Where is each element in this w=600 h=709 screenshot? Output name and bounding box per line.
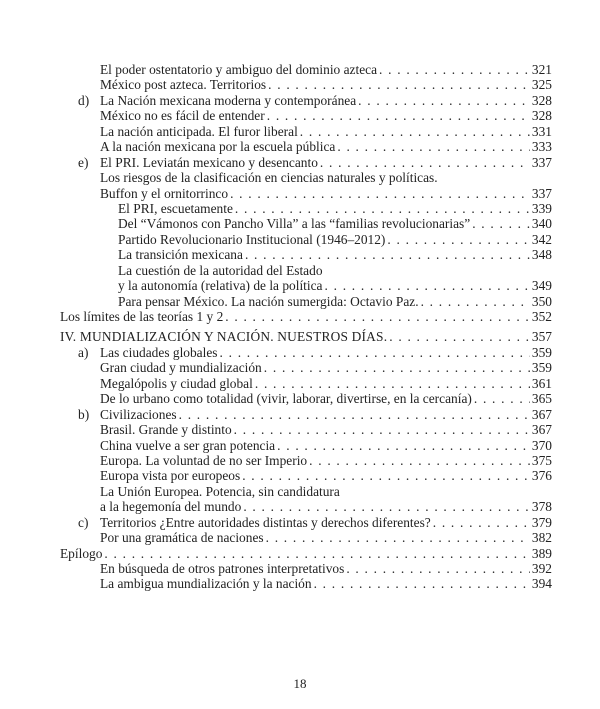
toc-chapter-entry	[60, 329, 552, 344]
toc-entry	[60, 576, 552, 591]
toc-entry-label: México post azteca. Territorios	[100, 77, 267, 93]
toc-entry-label: China vuelve a ser gran potencia	[100, 437, 276, 453]
dot-leader	[220, 345, 530, 360]
toc-entry-page: 359	[531, 360, 552, 376]
toc-entry	[60, 93, 552, 108]
toc-entry-marker: e)	[78, 154, 89, 170]
toc-entry	[60, 438, 552, 453]
toc-entry-label: El poder ostentatorio y ambiguo del dominio azteca	[100, 62, 378, 77]
toc-entry-label: Civilizaciones	[100, 406, 177, 422]
toc-entry-page: 337	[531, 185, 552, 201]
page-number: 18	[293, 676, 307, 691]
dot-leader	[242, 468, 530, 483]
toc-entry	[60, 201, 552, 216]
toc-entry-label: La Nación mexicana moderna y contemporánea	[100, 92, 357, 108]
toc-entry	[60, 530, 552, 545]
toc-entry-marker: b)	[78, 406, 90, 422]
toc-entry-page: 370	[531, 437, 552, 453]
dot-leader	[266, 530, 530, 545]
toc-entry-page: 331	[531, 123, 552, 139]
toc-entry-label: Buffon y el ornitorrinco	[100, 185, 229, 201]
toc-entry-page: 357	[531, 329, 552, 345]
toc-entry	[60, 515, 552, 530]
toc-entry-label: Europa vista por europeos	[100, 468, 241, 484]
toc-entry-label: México no es fácil de entender	[100, 108, 265, 124]
toc-entry	[60, 499, 552, 514]
toc-entry-label: Los límites de las teorías 1 y 2	[60, 309, 224, 324]
dot-leader	[234, 422, 530, 437]
dot-leader	[267, 108, 530, 123]
toc-entry-label: Las ciudades globales	[100, 344, 218, 360]
dot-leader	[314, 576, 530, 591]
dot-leader	[225, 309, 530, 324]
toc-entry-label: Para pensar México. La nación sumergida: Octavio Paz.	[118, 293, 419, 309]
toc-entry-label: a la hegemonía del mundo	[100, 499, 242, 515]
toc-entry-page: 348	[531, 247, 552, 263]
toc-entry-label: Europa. La voluntad de no ser Imperio	[100, 452, 308, 468]
toc-entry-label: Por una gramática de naciones	[100, 530, 264, 546]
dot-leader	[421, 294, 530, 309]
dot-leader	[264, 360, 530, 375]
dot-leader	[358, 93, 530, 108]
toc-entry	[60, 453, 552, 468]
toc-entry	[60, 155, 552, 170]
dot-leader	[325, 278, 530, 293]
toc-entry-label: De lo urbano como totalidad (vivir, laborar, divertirse, en la cercanía)	[100, 391, 472, 407]
toc-entry-label: y la autonomía (relativa) de la política	[118, 278, 323, 294]
toc-entry	[60, 407, 552, 422]
toc-entry-page: 382	[531, 530, 552, 546]
toc-entry-page: 394	[531, 576, 552, 592]
toc-entry	[60, 278, 552, 293]
toc-entry	[60, 108, 552, 123]
toc-entry	[60, 232, 552, 247]
dot-leader	[268, 77, 530, 92]
dot-leader	[320, 155, 530, 170]
toc-entry-page: 367	[531, 422, 552, 438]
dot-leader	[230, 186, 530, 201]
toc-entry-page: 349	[531, 278, 552, 294]
toc-entry-page: 321	[531, 62, 552, 77]
toc-entry	[60, 484, 552, 499]
toc-entry	[60, 546, 552, 561]
toc-entry	[60, 124, 552, 139]
toc-entry-label: En búsqueda de otros patrones interpretativos	[100, 561, 345, 576]
toc-entry-label: Epílogo	[60, 545, 103, 561]
dot-leader	[472, 216, 530, 231]
dot-leader	[433, 515, 530, 530]
dot-leader	[245, 247, 530, 262]
toc-entry-label: Los riesgos de la clasificación en ciencias naturales y políticas.	[100, 170, 438, 186]
toc-entry	[60, 263, 552, 278]
toc-entry-label: Territorios ¿Entre autoridades distintas y derechos diferentes?	[100, 514, 431, 530]
toc-entry-label: La ambigua mundialización y la nación	[100, 576, 312, 592]
toc-entry	[60, 345, 552, 360]
toc-entry-marker: d)	[78, 92, 90, 108]
toc-entry	[60, 247, 552, 262]
toc-entry-page: 328	[531, 108, 552, 124]
dot-leader	[255, 376, 530, 391]
toc-entry	[60, 391, 552, 406]
dot-leader	[387, 232, 530, 247]
toc-entry-page: 376	[531, 468, 552, 484]
dot-leader	[179, 407, 530, 422]
toc-entry-page: 350	[531, 293, 552, 309]
dot-leader	[474, 391, 530, 406]
dot-leader	[243, 499, 530, 514]
toc-entry-label: La nación anticipada. El furor liberal	[100, 123, 298, 139]
dot-leader	[277, 438, 530, 453]
toc-entry-page: 328	[531, 92, 552, 108]
toc-entry-page: 333	[531, 139, 552, 155]
toc-entry	[60, 216, 552, 231]
dot-leader	[379, 62, 530, 77]
toc-entry-page: 342	[531, 231, 552, 247]
toc-entry	[60, 294, 552, 309]
toc-entry	[60, 186, 552, 201]
toc-entry-page: 367	[531, 406, 552, 422]
toc-entry-label: La Unión Europea. Potencia, sin candidatura	[100, 483, 340, 499]
toc-entry-page: 389	[531, 545, 552, 561]
toc-entry-page: 361	[531, 375, 552, 391]
toc-entry-page: 392	[531, 561, 552, 576]
toc-entry-page: 339	[531, 200, 552, 216]
toc-entry-label: El PRI. Leviatán mexicano y desencanto	[100, 154, 318, 170]
toc-entry-label: Del “Vámonos con Pancho Villa” a las “familias revolucionarias”	[118, 216, 471, 232]
dot-leader	[104, 546, 530, 561]
dot-leader	[235, 201, 530, 216]
toc-entry	[60, 170, 552, 185]
toc-entry-label: La transición mexicana	[118, 247, 243, 263]
toc-entry	[60, 62, 552, 77]
toc-entry-label: Partido Revolucionario Institucional (1946–2012)	[118, 231, 386, 247]
toc-entry-page: 340	[531, 216, 552, 232]
toc-entry-marker: a)	[78, 344, 89, 360]
table-of-contents	[60, 62, 552, 592]
toc-entry-label: IV. MUNDIALIZACIÓN Y NACIÓN. NUESTROS DÍAS.	[60, 329, 388, 345]
toc-entry-label: Gran ciudad y mundialización	[100, 360, 262, 376]
toc-entry-label: La cuestión de la autoridad del Estado	[118, 262, 323, 278]
toc-entry	[60, 422, 552, 437]
toc-entry-label: Brasil. Grande y distinto	[100, 422, 232, 438]
toc-entry	[60, 468, 552, 483]
dot-leader	[300, 124, 530, 139]
toc-entry-page: 337	[531, 154, 552, 170]
toc-entry-page: 379	[531, 514, 552, 530]
dot-leader	[346, 561, 530, 576]
toc-entry-label: El PRI, escuetamente	[118, 200, 233, 216]
toc-entry	[60, 309, 552, 324]
toc-entry-label: Megalópolis y ciudad global	[100, 375, 253, 391]
toc-entry-page: 365	[531, 391, 552, 407]
toc-entry	[60, 561, 552, 576]
toc-entry-label: A la nación mexicana por la escuela pública	[100, 139, 336, 155]
toc-entry	[60, 360, 552, 375]
dot-leader	[309, 453, 530, 468]
toc-entry-page: 359	[531, 344, 552, 360]
toc-entry-page: 378	[531, 499, 552, 515]
dot-leader	[389, 329, 530, 344]
toc-entry	[60, 376, 552, 391]
toc-entry-page: 325	[531, 77, 552, 93]
toc-entry	[60, 139, 552, 154]
toc-entry-marker: c)	[78, 514, 89, 530]
dot-leader	[337, 139, 530, 154]
toc-entry-page: 375	[531, 452, 552, 468]
toc-entry-page: 352	[531, 309, 552, 324]
toc-entry	[60, 77, 552, 92]
